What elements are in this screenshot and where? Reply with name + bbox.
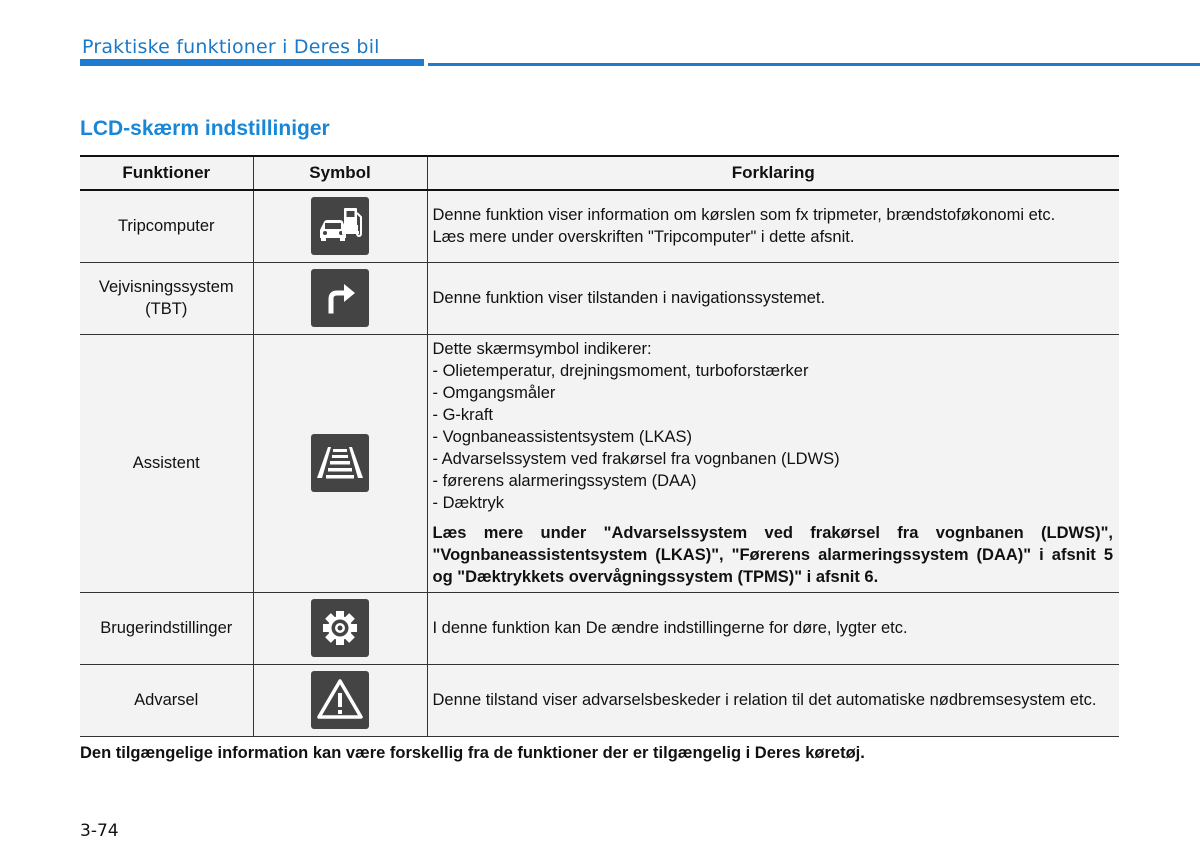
running-header: Praktiske funktioner i Deres bil <box>82 36 380 58</box>
function-name: Assistent <box>80 334 253 592</box>
list-item: - Dæktryk <box>432 494 504 512</box>
list-item: - Omgangsmåler <box>432 384 556 402</box>
table-row-user-settings <box>80 592 1119 664</box>
column-header-explanation: Forklaring <box>427 156 1119 190</box>
function-name-abbrev: (TBT) <box>145 300 188 318</box>
table-row-warning <box>80 664 1119 736</box>
page-number: 3-74 <box>80 821 119 841</box>
table-header-row <box>80 156 1119 190</box>
header-rule-thick <box>80 59 424 66</box>
lcd-settings-table <box>80 155 1119 737</box>
list-item: - førerens alarmeringssystem (DAA) <box>432 472 697 490</box>
lane-assist-icon <box>311 434 369 492</box>
list-item: - G-kraft <box>432 406 493 424</box>
function-name: Vejvisningssystem <box>98 278 234 296</box>
footnote: Den tilgængelige information kan være forskellig fra de funktioner der er tilgængelig i Deres køretøj. <box>80 744 865 762</box>
explanation-line: Denne funktion viser tilstanden i navigationssystemet. <box>432 289 826 307</box>
function-name: Advarsel <box>80 664 253 736</box>
table-row-tripcomputer <box>80 190 1119 262</box>
list-item: - Olietemperatur, drejningsmoment, turboforstærker <box>432 362 809 380</box>
car-fuel-icon <box>311 197 369 255</box>
turn-right-arrow-icon <box>311 269 369 327</box>
explanation-line: Denne tilstand viser advarselsbeskeder i relation til det automatiske nødbremsesystem etc. <box>432 691 1097 709</box>
table-row-assistant <box>80 334 1119 592</box>
section-title: LCD-skærm indstilliniger <box>80 117 330 140</box>
header-rule-thin <box>428 63 1200 66</box>
list-item: - Vognbaneassistentsystem (LKAS) <box>432 428 693 446</box>
explanation-line: Denne funktion viser information om kørslen som fx tripmeter, brændstoføkonomi etc. <box>432 206 1056 225</box>
gear-icon <box>311 599 369 657</box>
explanation-intro: Dette skærmsymbol indikerer: <box>432 340 652 358</box>
column-header-functions: Funktioner <box>80 156 253 190</box>
table-row-navigation <box>80 262 1119 334</box>
function-name: Brugerindstillinger <box>80 592 253 664</box>
explanation-line: Læs mere under overskriften "Tripcomputer" i dette afsnit. <box>432 228 855 247</box>
function-name: Tripcomputer <box>80 190 253 262</box>
warning-triangle-icon <box>311 671 369 729</box>
list-item: - Advarselssystem ved frakørsel fra vognbanen (LDWS) <box>432 450 840 468</box>
explanation-line: I denne funktion kan De ændre indstillingerne for døre, lygter etc. <box>432 619 908 637</box>
reference-note: Læs mere under "Advarselssystem ved frakørsel fra vognbanen (LDWS)", "Vognbaneassistentsystem (LKAS)", "Førerens alarmeringssystem (DAA)" i afsnit 5 og "Dæktrykkets overvågningssystem (TPMS)" i afsnit 6. <box>432 524 1113 586</box>
column-header-symbol: Symbol <box>253 156 427 190</box>
indicator-list <box>433 360 1114 514</box>
